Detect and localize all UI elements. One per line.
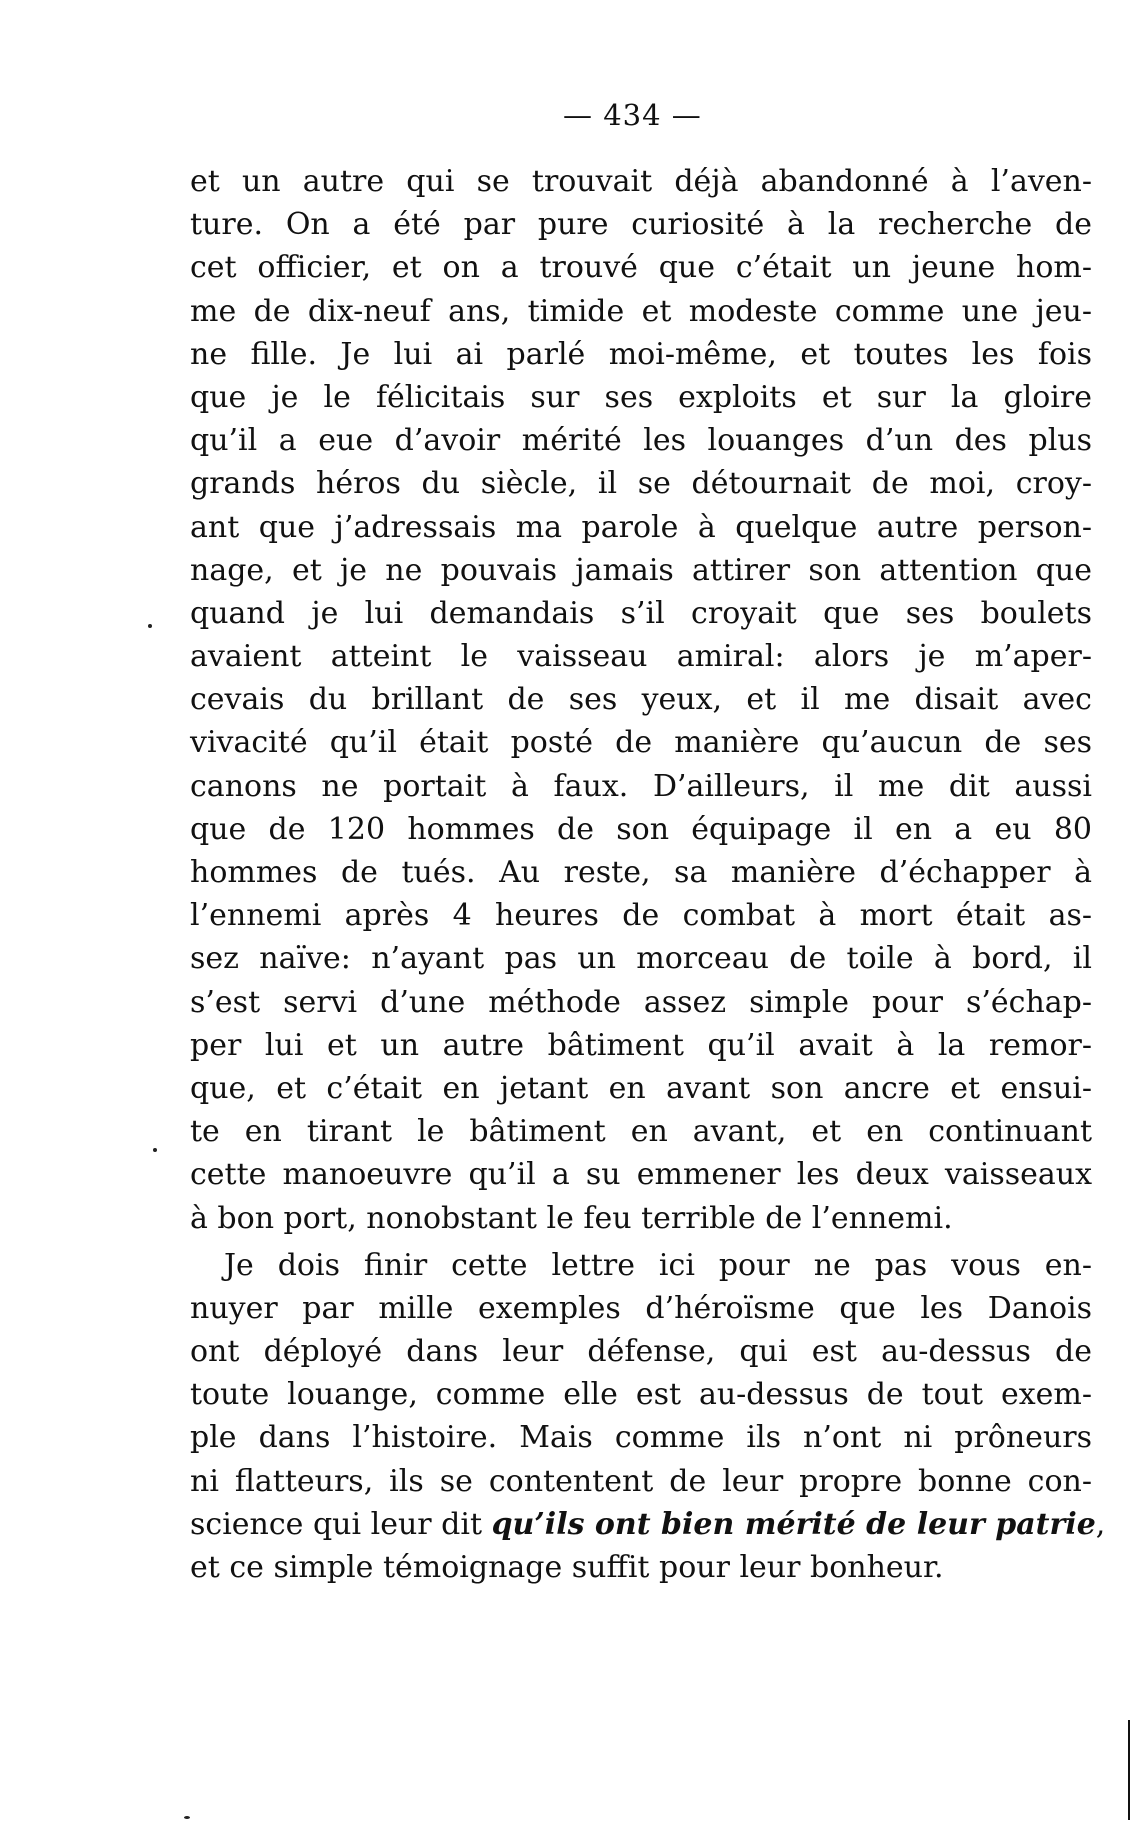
- text-line: s’est servi d’une méthode assez simple pour s’échap-: [190, 984, 1092, 1020]
- italic-phrase: qu’ils ont bien mérité de leur patrie: [491, 1506, 1096, 1542]
- text-line: canons ne portait à faux. D’ailleurs, il me dit aussi: [190, 768, 1092, 804]
- text-line: ture. On a été par pure curiosité à la recherche de: [190, 207, 1092, 243]
- text-line: te en tirant le bâtiment en avant, et en continuant: [190, 1114, 1092, 1150]
- text-line: sez naïve: n’ayant pas un morceau de toile à bord, il: [190, 941, 1092, 977]
- text-line: cette manoeuvre qu’il a su emmener les deux vaisseaux: [190, 1157, 1092, 1193]
- text-line: que de 120 hommes de son équipage il en a eu 80: [190, 811, 1092, 847]
- text-line: et ce simple témoignage suffit pour leur bonheur.: [190, 1550, 944, 1585]
- text-line: ant que j’adressais ma parole à quelque autre person-: [190, 509, 1092, 545]
- text-line: me de dix-neuf ans, timide et modeste comme une jeu-: [190, 293, 1092, 329]
- ink-speck: [153, 1148, 157, 1152]
- text-line: et un autre qui se trouvait déjà abandonné à l’aven-: [190, 164, 1092, 199]
- text-line: vivacité qu’il était posté de manière qu’aucun de ses: [190, 725, 1092, 761]
- text-line: l’ennemi après 4 heures de combat à mort était as-: [190, 898, 1092, 934]
- text-line: quand je lui demandais s’il croyait que ses boulets: [190, 595, 1092, 631]
- page-body-text: [190, 160, 1106, 1589]
- text-line: qu’il a eue d’avoir mérité les louanges d’un des plus: [190, 423, 1092, 459]
- text-line: que, et c’était en jetant en avant son ancre et ensui-: [190, 1070, 1092, 1106]
- text-segment: science qui leur dit: [190, 1506, 492, 1542]
- text-line: per lui et un autre bâtiment qu’il avait à la remor-: [190, 1027, 1092, 1063]
- text-segment: ,: [1095, 1506, 1106, 1542]
- text-line: ne fille. Je lui ai parlé moi-même, et toutes les fois: [190, 336, 1092, 372]
- text-line: nuyer par mille exemples d’héroïsme que les Danois: [190, 1290, 1092, 1326]
- text-line: ont déployé dans leur défense, qui est au-dessus de: [190, 1334, 1092, 1370]
- text-line: cet officier, et on a trouvé que c’était un jeune hom-: [190, 250, 1092, 286]
- ink-speck: [148, 624, 152, 628]
- text-line: hommes de tués. Au reste, sa manière d’échapper à: [190, 855, 1092, 890]
- text-line: avaient atteint le vaisseau amiral: alors je m’aper-: [190, 639, 1092, 675]
- text-line: à bon port, nonobstant le feu terrible de l’ennemi.: [190, 1200, 953, 1236]
- text-line: nage, et je ne pouvais jamais attirer son attention que: [190, 552, 1092, 588]
- text-line: que je le félicitais sur ses exploits et sur la gloire: [190, 379, 1092, 415]
- text-line: cevais du brillant de ses yeux, et il me disait avec: [190, 682, 1092, 718]
- text-line-with-italic: [190, 1503, 1106, 1546]
- text-line: ple dans l’histoire. Mais comme ils n’ont ni prôneurs: [190, 1420, 1092, 1456]
- text-line: grands héros du siècle, il se détournait de moi, croy-: [190, 466, 1092, 502]
- ink-speck: [184, 1816, 190, 1819]
- text-line: ni flatteurs, ils se contentent de leur propre bonne con-: [190, 1463, 1092, 1499]
- page-number: — 434 —: [563, 98, 702, 132]
- text-line: toute louange, comme elle est au-dessus de tout exem-: [190, 1377, 1092, 1413]
- text-line: Je dois finir cette lettre ici pour ne pas vous en-: [224, 1247, 1092, 1283]
- page-edge-mark: [1128, 1720, 1130, 1820]
